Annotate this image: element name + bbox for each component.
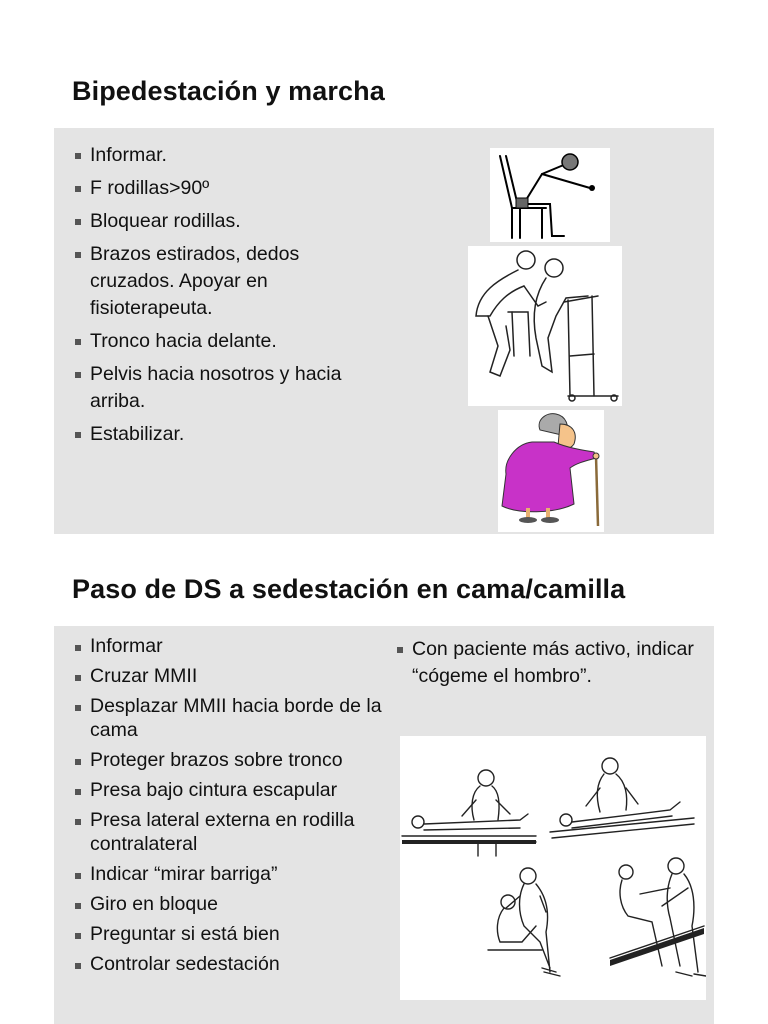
list-item: Controlar sedestación xyxy=(72,952,390,976)
sit-to-stand-stick-figure xyxy=(490,148,610,242)
section2-panel xyxy=(54,626,714,1024)
list-item: Presa lateral externa en rodilla contralateral xyxy=(72,808,390,856)
list-item: Estabilizar. xyxy=(72,421,362,448)
list-item: Indicar “mirar barriga” xyxy=(72,862,390,886)
list-item: Cruzar MMII xyxy=(72,664,390,688)
elderly-woman-cane-illustration xyxy=(498,410,604,532)
list-item: Bloquear rodillas. xyxy=(72,208,362,235)
list-item: Desplazar MMII hacia borde de la cama xyxy=(72,694,390,742)
list-item: Presa bajo cintura escapular xyxy=(72,778,390,802)
list-item: Pelvis hacia nosotros y hacia arriba. xyxy=(72,361,362,415)
list-item: Informar. xyxy=(72,142,362,169)
section2-side-note xyxy=(394,636,694,690)
side-note-item: Con paciente más activo, indicar “cógeme el hombro”. xyxy=(394,636,694,690)
list-item: Tronco hacia delante. xyxy=(72,328,362,355)
bed-transfer-sequence-illustration xyxy=(400,736,706,1000)
section1-panel xyxy=(54,128,714,534)
list-item: Brazos estirados, dedos cruzados. Apoyar en fisioterapeuta. xyxy=(72,241,362,322)
section2-bullet-list xyxy=(72,634,390,976)
section2-title: Paso de DS a sedestación en cama/camilla xyxy=(72,574,626,604)
list-item: Proteger brazos sobre tronco xyxy=(72,748,390,772)
section1-title: Bipedestación y marcha xyxy=(72,76,385,106)
list-item: Informar xyxy=(72,634,390,658)
walker-assist-illustration xyxy=(468,246,622,406)
list-item: F rodillas>90º xyxy=(72,175,362,202)
list-item: Giro en bloque xyxy=(72,892,390,916)
list-item: Preguntar si está bien xyxy=(72,922,390,946)
section1-bullet-list xyxy=(72,142,362,448)
